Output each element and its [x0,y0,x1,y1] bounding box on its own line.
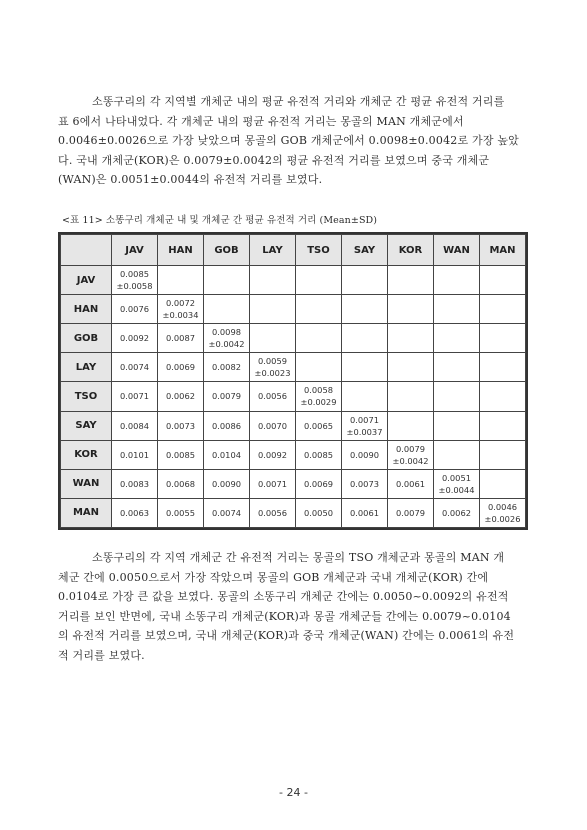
row-header-gob: GOB [61,324,112,353]
distance-cell: 0.0059 ±0.0023 [250,353,296,382]
distance-cell [342,353,388,382]
row-header-man: MAN [61,498,112,527]
distance-cell [434,411,480,440]
paragraph-analysis [58,548,529,665]
column-header-wan: WAN [434,235,480,266]
distance-cell: 0.0074 [204,498,250,527]
distance-cell [480,353,526,382]
distance-cell [296,353,342,382]
paragraph2-line: 체군 간에 0.0050으로서 가장 작았으며 몽골의 GOB 개체군과 국내 개체군(KOR) 간에 [58,570,489,584]
distance-cell [434,324,480,353]
row-header-tso: TSO [61,382,112,411]
distance-cell: 0.0098 ±0.0042 [204,324,250,353]
distance-cell: 0.0092 [112,324,158,353]
paragraph1-line: 0.0046±0.0026으로 가장 낮았으며 몽골의 GOB 개체군에서 0.0098±0.0042로 가장 높았 [58,134,519,147]
distance-cell [480,440,526,469]
distance-cell: 0.0084 [112,411,158,440]
distance-cell: 0.0092 [250,440,296,469]
distance-cell: 0.0079 [388,498,434,527]
distance-cell [388,324,434,353]
distance-cell: 0.0071 ±0.0037 [342,411,388,440]
distance-cell: 0.0058 ±0.0029 [296,382,342,411]
page-number: - 24 - [279,786,308,799]
distance-cell: 0.0063 [112,498,158,527]
distance-cell: 0.0072 ±0.0034 [158,295,204,324]
table-body [61,266,526,528]
table-corner-cell [61,235,112,266]
distance-cell: 0.0051 ±0.0044 [434,469,480,498]
distance-cell: 0.0055 [158,498,204,527]
distance-cell: 0.0070 [250,411,296,440]
distance-cell [388,411,434,440]
table-row [61,411,526,440]
paragraph1-line: (WAN)은 0.0051±0.0044의 유전적 거리를 보였다. [58,173,323,186]
distance-cell: 0.0101 [112,440,158,469]
table-row [61,498,526,527]
column-header-man: MAN [480,235,526,266]
distance-cell [480,324,526,353]
distance-cell [296,295,342,324]
distance-cell [158,266,204,295]
distance-cell [342,324,388,353]
distance-cell: 0.0090 [204,469,250,498]
column-header-gob: GOB [204,235,250,266]
distance-cell: 0.0087 [158,324,204,353]
table-caption: <표 11> 소똥구리 개체군 내 및 개체군 간 평균 유전적 거리 (Mean±SD) [62,215,378,226]
distance-cell [342,295,388,324]
distance-cell [388,353,434,382]
distance-cell: 0.0056 [250,498,296,527]
column-header-say: SAY [342,235,388,266]
distance-cell: 0.0071 [250,469,296,498]
distance-cell: 0.0079 ±0.0042 [388,440,434,469]
column-header-kor: KOR [388,235,434,266]
distance-cell: 0.0079 [204,382,250,411]
distance-cell [434,353,480,382]
distance-cell [204,266,250,295]
distance-cell [342,382,388,411]
paragraph2-line: 적 거리를 보였다. [58,648,145,662]
distance-cell: 0.0061 [342,498,388,527]
paragraph1-line: 표 6에서 나타내었다. 각 개체군 내의 평균 유전적 거리는 몽골의 MAN 개체군에서 [58,114,464,128]
table-row [61,469,526,498]
column-header-jav: JAV [112,235,158,266]
distance-cell: 0.0073 [342,469,388,498]
distance-cell: 0.0061 [388,469,434,498]
table-row [61,266,526,295]
row-header-jav: JAV [61,266,112,295]
distance-cell: 0.0090 [342,440,388,469]
row-header-kor: KOR [61,440,112,469]
row-header-han: HAN [61,295,112,324]
table-header-row [61,235,526,266]
table-row [61,440,526,469]
row-header-lay: LAY [61,353,112,382]
distance-cell [250,295,296,324]
distance-cell [480,266,526,295]
distance-cell [388,382,434,411]
distance-cell: 0.0076 [112,295,158,324]
distance-cell: 0.0065 [296,411,342,440]
table-row [61,324,526,353]
distance-cell: 0.0083 [112,469,158,498]
paragraph2-line: 의 유전적 거리를 보였으며, 국내 개체군(KOR)과 중국 개체군(WAN) 간에는 0.0061의 유전 [58,629,515,642]
distance-cell [388,266,434,295]
distance-cell: 0.0069 [158,353,204,382]
distance-cell [434,440,480,469]
distance-cell [296,266,342,295]
distance-cell: 0.0062 [434,498,480,527]
distance-cell: 0.0086 [204,411,250,440]
distance-cell [296,324,342,353]
column-header-han: HAN [158,235,204,266]
distance-cell [434,382,480,411]
column-header-lay: LAY [250,235,296,266]
distance-cell: 0.0062 [158,382,204,411]
paragraph-intro [58,92,529,190]
distance-cell: 0.0085 ±0.0058 [112,266,158,295]
paragraph2-line: 0.0104로 가장 큰 값을 보였다. 몽골의 소똥구리 개체군 간에는 0.0050~0.0092의 유전적 [58,590,509,603]
distance-cell: 0.0068 [158,469,204,498]
distance-cell [480,382,526,411]
distance-cell: 0.0104 [204,440,250,469]
distance-cell: 0.0071 [112,382,158,411]
distance-cell: 0.0082 [204,353,250,382]
paragraph1-line: 다. 국내 개체군(KOR)은 0.0079±0.0042의 평균 유전적 거리를 보였으며 중국 개체군 [58,153,490,167]
distance-cell [434,295,480,324]
table-row [61,382,526,411]
distance-cell [388,295,434,324]
distance-cell: 0.0074 [112,353,158,382]
row-header-say: SAY [61,411,112,440]
distance-cell [480,411,526,440]
paragraph1-line: 소똥구리의 각 지역별 개체군 내의 평균 유전적 거리와 개체군 간 평균 유전적 거리를 [92,95,505,108]
distance-cell: 0.0069 [296,469,342,498]
table-row [61,353,526,382]
distance-cell [434,266,480,295]
column-header-tso: TSO [296,235,342,266]
distance-cell [250,324,296,353]
distance-cell: 0.0046 ±0.0026 [480,498,526,527]
genetic-distance-table [58,232,528,530]
distance-cell: 0.0073 [158,411,204,440]
distance-cell [342,266,388,295]
distance-cell: 0.0056 [250,382,296,411]
row-header-wan: WAN [61,469,112,498]
table-row [61,295,526,324]
distance-cell: 0.0085 [296,440,342,469]
distance-cell [204,295,250,324]
distance-cell: 0.0085 [158,440,204,469]
distance-cell [480,469,526,498]
distance-cell: 0.0050 [296,498,342,527]
distance-cell [480,295,526,324]
distance-cell [250,266,296,295]
paragraph2-line: 거리를 보인 반면에, 국내 소똥구리 개체군(KOR)과 몽골 개체군들 간에는 0.0079~0.0104 [58,609,511,623]
paragraph2-line: 소똥구리의 각 지역 개체군 간 유전적 거리는 몽골의 TSO 개체군과 몽골의 MAN 개 [92,551,505,564]
